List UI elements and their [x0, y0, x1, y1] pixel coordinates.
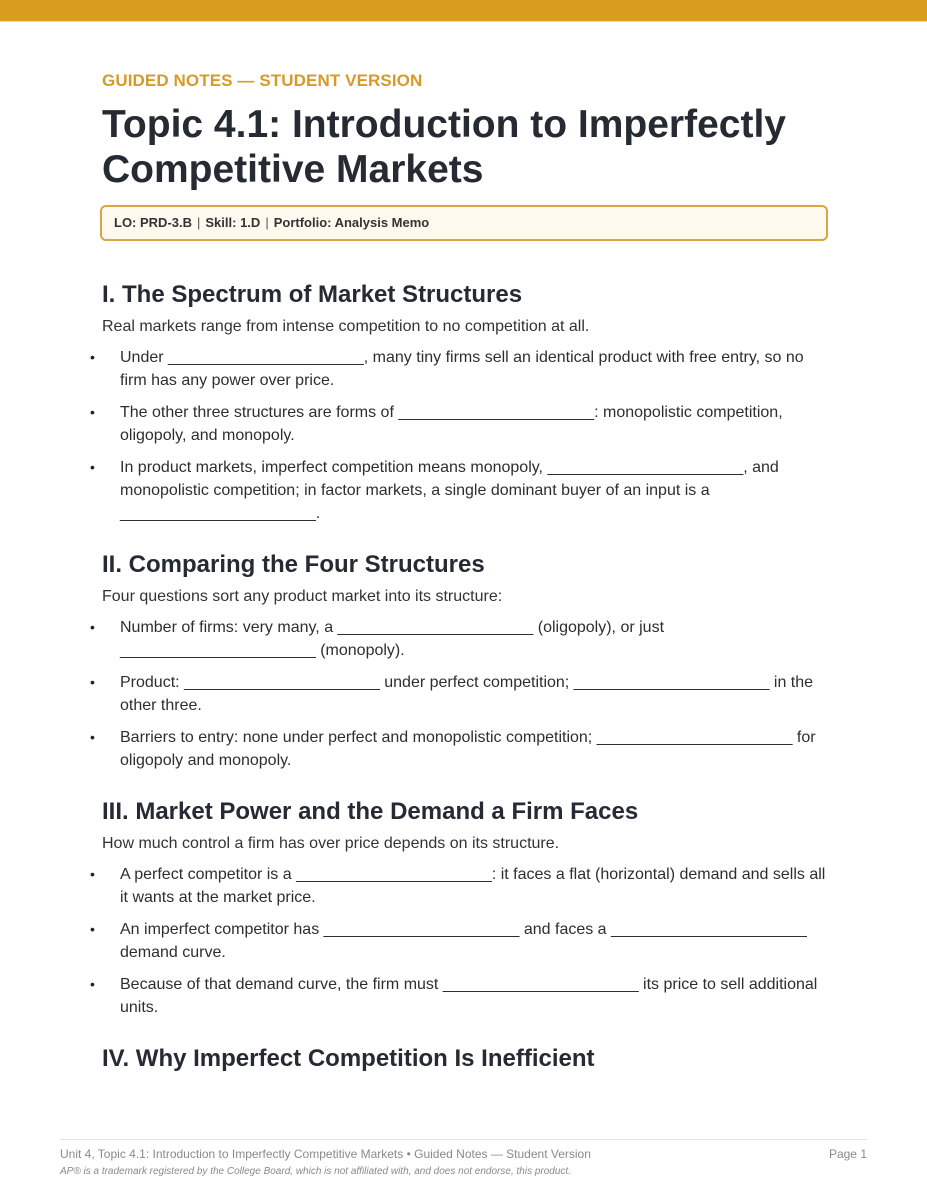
list-item: • The other three structures are forms of ______________________: monopolistic competition, oligopoly, and monopoly.: [102, 401, 830, 447]
list-item: • An imperfect competitor has ______________________ and faces a ______________________ demand curve.: [102, 918, 830, 964]
section-heading: IV. Why Imperfect Competition Is Inefficient: [102, 1045, 595, 1072]
lo-label: LO: PRD-3.B: [114, 215, 192, 230]
page-number: Page 1: [828, 1147, 867, 1161]
section-intro: Real markets range from intense competition to no competition at all.: [102, 318, 590, 335]
section-intro: Four questions sort any product market into its structure:: [102, 588, 503, 605]
top-accent-rule: [0, 21, 927, 22]
section-market-power: [102, 797, 830, 1019]
section-heading: I. The Spectrum of Market Structures: [102, 281, 523, 308]
notes-list: [102, 346, 830, 525]
learning-objective-box: [100, 205, 828, 241]
notes-list: [102, 863, 830, 1019]
list-item: • Because of that demand curve, the firm must ______________________ its price to sell additional units.: [102, 973, 830, 1019]
trademark-note: AP® is a trademark registered by the College Board, which is not affiliated with, and does not endorse, this product.: [60, 1166, 571, 1177]
skill-label: Skill: 1.D: [205, 215, 261, 230]
section-inefficiency: [102, 1044, 830, 1074]
list-item: • Under ______________________, many tiny firms sell an identical product with free entry, so no firm has any power over price.: [102, 346, 830, 392]
skill-separator: |: [265, 215, 269, 230]
document-body: [102, 70, 830, 1074]
list-item: • In product markets, imperfect competition means monopoly, ______________________, and monopolistic competition; in factor markets, a single dominant buyer of an input is a ______________________.: [102, 456, 830, 525]
list-item: • Number of firms: very many, a ______________________ (oligopoly), or just ______________________ (monopoly).: [102, 616, 830, 662]
footer-text: Unit 4, Topic 4.1: Introduction to Imperfectly Competitive Markets • Guided Notes — Student Version: [60, 1147, 591, 1161]
list-item: • Barriers to entry: none under perfect and monopolistic competition; ______________________ for oligopoly and monopoly.: [102, 726, 830, 772]
section-heading: III. Market Power and the Demand a Firm Faces: [102, 798, 639, 825]
document-kicker: GUIDED NOTES — STUDENT VERSION: [102, 71, 423, 90]
portfolio-label: Portfolio: Analysis Memo: [273, 215, 430, 230]
notes-list: [102, 616, 830, 772]
section-intro: How much control a firm has over price depends on its structure.: [102, 835, 560, 852]
section-heading: II. Comparing the Four Structures: [102, 551, 485, 578]
list-item: • A perfect competitor is a ______________________: it faces a flat (horizontal) demand and sells all it wants at the market price.: [102, 863, 830, 909]
list-item: • Product: ______________________ under perfect competition; ______________________ in the other three.: [102, 671, 830, 717]
section-comparing: [102, 550, 830, 772]
footer-divider: [60, 1139, 867, 1140]
section-spectrum: [102, 280, 830, 525]
page-title: Topic 4.1: Introduction to Imperfectly Competitive Markets: [102, 103, 786, 191]
top-accent-bar: [0, 0, 927, 21]
lo-separator: |: [197, 215, 201, 230]
